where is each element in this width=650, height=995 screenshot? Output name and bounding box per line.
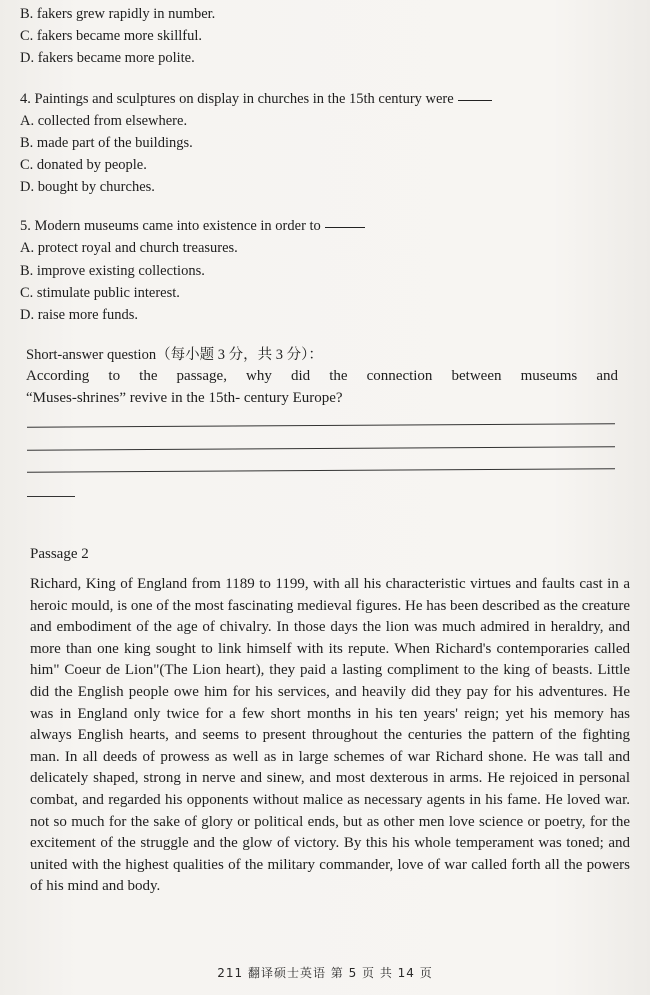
q5-option-d: D. raise more funds. (20, 307, 138, 323)
answer-line-2[interactable] (27, 446, 615, 451)
q4-option-b: B. made part of the buildings. (20, 135, 193, 151)
q4-answer-blank (458, 99, 492, 101)
passage-2-title: Passage 2 (30, 546, 89, 562)
q3-option-d: D. fakers became more polite. (20, 50, 195, 66)
q4-option-a: A. collected from elsewhere. (20, 113, 188, 129)
q3-option-c: C. fakers became more skillful. (20, 28, 202, 44)
q5-option-c: C. stimulate public interest. (20, 285, 180, 301)
answer-line-3[interactable] (27, 468, 615, 473)
short-answer-heading: Short-answer question（每小题 3 分，共 3 分）： (26, 347, 323, 363)
passage-2-body: Richard, King of England from 1189 to 1199, with all his characteristic virtues and faults cast in a heroic mould, is one of the most fascinating medieval figures. He has been described as the creature and embodiment of the age of chivalry. In those days the lion was much admired in heraldry, and more than one king sought to link himself with its repute. When Richard's contemporaries called him" Coeur de Lion"(The Lion heart), they paid a lasting compliment to the king of beasts. Little did the English people owe him for his services, and heavily did they pay for his adventures. He was in England only twice for a few short months in his ten years' reign; yet his memory has always English hearts, and seems to present throughout the centuries the pattern of the fighting man. In all deeds of prowess as well as in large schemes of war Richard shone. He was tall and delicately shaped, strong in nerve and sinew, and most dexterous in arms. He rejoiced in personal combat, and regarded his opponents without malice as necessary agents in his fame. He loved war. not so much for the sake of glory or political ends, but as other men love science or poetry, for the excitement of the struggle and the glow of victory. By this his whole temperament was toned; and united with the highest qualities of the military commander, love of war called forth all the powers of his mind and body. (30, 576, 630, 895)
answer-line-4[interactable] (27, 496, 75, 497)
short-answer-question-line-1: According to the passage, why did the connection between museums and (26, 368, 618, 384)
q4-option-d: D. bought by churches. (20, 179, 155, 195)
q5-answer-blank (325, 226, 365, 228)
short-answer-question-line-2: “Muses-shrines” revive in the 15th- century Europe? (26, 390, 343, 406)
q5-stem (20, 217, 365, 235)
q4-option-c: C. donated by people. (20, 157, 147, 173)
q4-stem-text: 4. Paintings and sculptures on display in churches in the 15th century were (20, 91, 454, 107)
q3-option-b: B. fakers grew rapidly in number. (20, 6, 216, 22)
q5-option-b: B. improve existing collections. (20, 263, 205, 279)
q5-option-a: A. protect royal and church treasures. (20, 240, 238, 256)
q4-stem (20, 90, 492, 108)
answer-line-1[interactable] (27, 423, 615, 428)
q5-stem-text: 5. Modern museums came into existence in order to (20, 218, 321, 234)
page-footer: 211 翻译硕士英语 第 5 页 共 14 页 (217, 966, 433, 980)
